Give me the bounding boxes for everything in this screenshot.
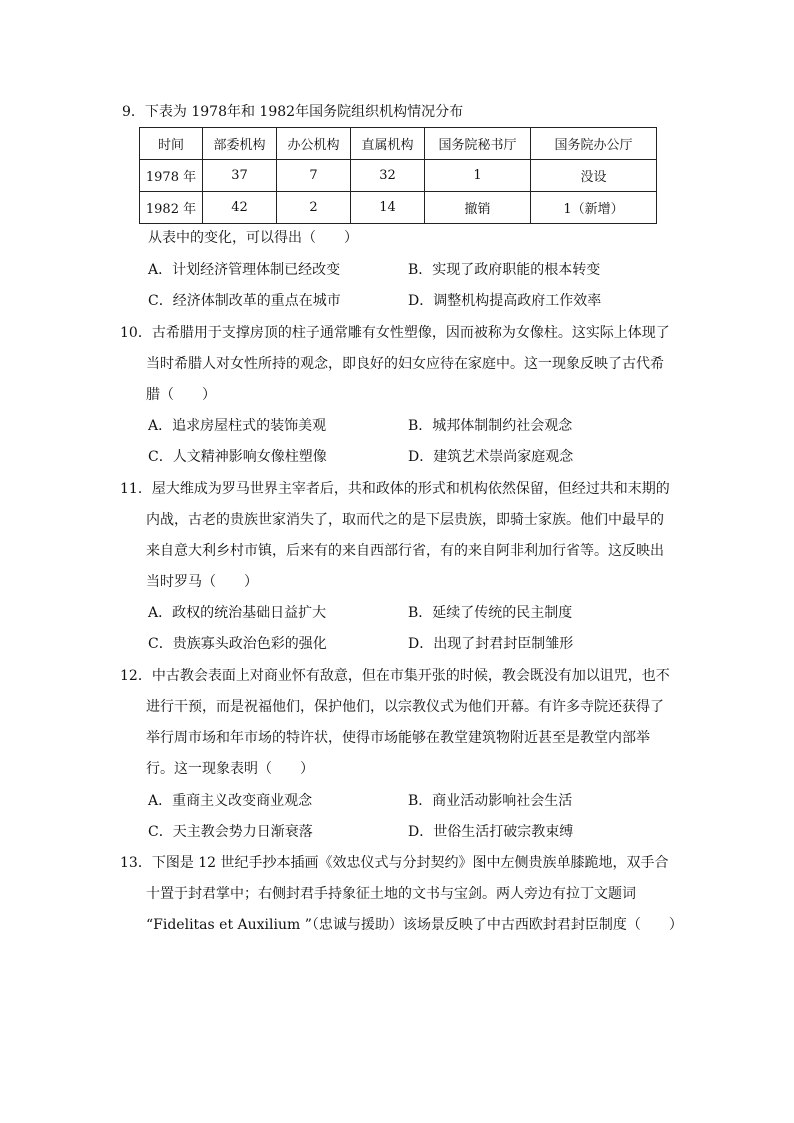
- question-9-stem: [122, 97, 667, 128]
- option-d[interactable]: D．建筑艺术崇尚家庭观念: [408, 449, 574, 465]
- option-c[interactable]: C．贵族寡头政治色彩的强化: [148, 636, 327, 652]
- question-11-line: 内战，古老的贵族世家消失了，取而代之的是下层贵族，即骑士家族。他们中最早的: [146, 512, 664, 528]
- option-a[interactable]: A．计划经济管理体制已经改变: [148, 262, 341, 278]
- question-12-line: 行。这一现象表明（ ）: [146, 761, 314, 777]
- question-12-options: [122, 786, 667, 848]
- option-b[interactable]: B．延续了传统的民主制度: [408, 605, 573, 621]
- option-d[interactable]: D．出现了封君封臣制雏形: [408, 636, 574, 652]
- question-9-text: 9．下表为 1978年和 1982年国务院组织机构情况分布: [122, 104, 464, 120]
- question-13-stem: [120, 848, 683, 941]
- table-cell: 1982 年: [140, 192, 203, 224]
- question-12-line: 12．中古教会表面上对商业怀有敌意，但在市集开张的时候，教会既没有加以诅咒，也不: [120, 668, 670, 684]
- table-header-cell: 办公机构: [277, 128, 351, 160]
- question-10-line: 腊（ ）: [146, 387, 216, 403]
- table-cell: 2: [277, 192, 351, 224]
- table-cell: 42: [203, 192, 277, 224]
- question-10-stem: [120, 318, 670, 411]
- question-12-stem: [120, 661, 670, 785]
- table-row: [140, 192, 657, 224]
- option-b[interactable]: B．实现了政府职能的根本转变: [408, 262, 601, 278]
- option-c[interactable]: C．经济体制改革的重点在城市: [148, 293, 341, 309]
- question-10-line: 当时希腊人对女性所持的观念，即良好的妇女应待在家庭中。这一现象反映了古代希: [146, 356, 664, 372]
- table-header-cell: 国务院办公厅: [531, 128, 657, 160]
- table-cell: 7: [277, 160, 351, 192]
- question-10-line: 10．古希腊用于支撑房顶的柱子通常雕有女性塑像，因而被称为女像柱。这实际上体现了: [120, 325, 670, 341]
- table-cell: 37: [203, 160, 277, 192]
- option-c[interactable]: C．人文精神影响女像柱塑像: [148, 449, 327, 465]
- option-b[interactable]: B．城邦体制制约社会观念: [408, 418, 573, 434]
- question-13-line: 13．下图是 12 世纪手抄本插画《效忠仪式与分封契约》图中左侧贵族单膝跪地，双手合: [120, 855, 669, 871]
- table-row: [140, 160, 657, 192]
- table-cell: 1: [425, 160, 531, 192]
- option-d[interactable]: D．世俗生活打破宗教束缚: [408, 824, 574, 840]
- option-a[interactable]: A．追求房屋柱式的装饰美观: [148, 418, 327, 434]
- question-11-options: [122, 598, 667, 660]
- question-9-options: [122, 255, 667, 317]
- question-11-line: 11．屋大维成为罗马世界主宰者后，共和政体的形式和机构依然保留，但经过共和末期的: [120, 481, 670, 497]
- question-13-line: “Fidelitas et Auxilium ”（忠诚与援助）该场景反映了中古西欧封君封臣制度（ ）: [146, 917, 683, 933]
- question-11-stem: [120, 474, 670, 598]
- table-header-cell: 直属机构: [351, 128, 425, 160]
- table-header-cell: 国务院秘书厅: [425, 128, 531, 160]
- table-cell: 14: [351, 192, 425, 224]
- table-header-cell: 时间: [140, 128, 203, 160]
- option-c[interactable]: C．天主教会势力日渐衰落: [148, 824, 313, 840]
- option-d[interactable]: D．调整机构提高政府工作效率: [408, 293, 602, 309]
- question-9-prompt: 从表中的变化，可以得出（ ）: [148, 230, 358, 246]
- table-header-cell: 部委机构: [203, 128, 277, 160]
- option-a[interactable]: A．政权的统治基础日益扩大: [148, 605, 327, 621]
- org-structure-table: [139, 127, 657, 224]
- table-cell: 撤销: [425, 192, 531, 224]
- table-cell: 没设: [531, 160, 657, 192]
- table-cell: 1（新增）: [531, 192, 657, 224]
- table-cell: 32: [351, 160, 425, 192]
- option-b[interactable]: B．商业活动影响社会生活: [408, 793, 573, 809]
- table-header-row: [140, 128, 657, 160]
- question-12-line: 进行干预，而是祝福他们，保护他们，以宗教仪式为他们开幕。有许多寺院还获得了: [146, 699, 664, 715]
- question-13-line: 十置于封君掌中；右侧封君手持象征土地的文书与宝剑。两人旁边有拉丁文题词: [146, 886, 636, 902]
- question-12-line: 举行周市场和年市场的特许状，使得市场能够在教堂建筑物附近甚至是教堂内部举: [146, 730, 650, 746]
- question-11-line: 来自意大利乡村市镇，后来有的来自西部行省，有的来自阿非利加行省等。这反映出: [146, 543, 664, 559]
- question-10-options: [122, 411, 667, 473]
- table-cell: 1978 年: [140, 160, 203, 192]
- option-a[interactable]: A．重商主义改变商业观念: [148, 793, 313, 809]
- question-11-line: 当时罗马（ ）: [146, 574, 258, 590]
